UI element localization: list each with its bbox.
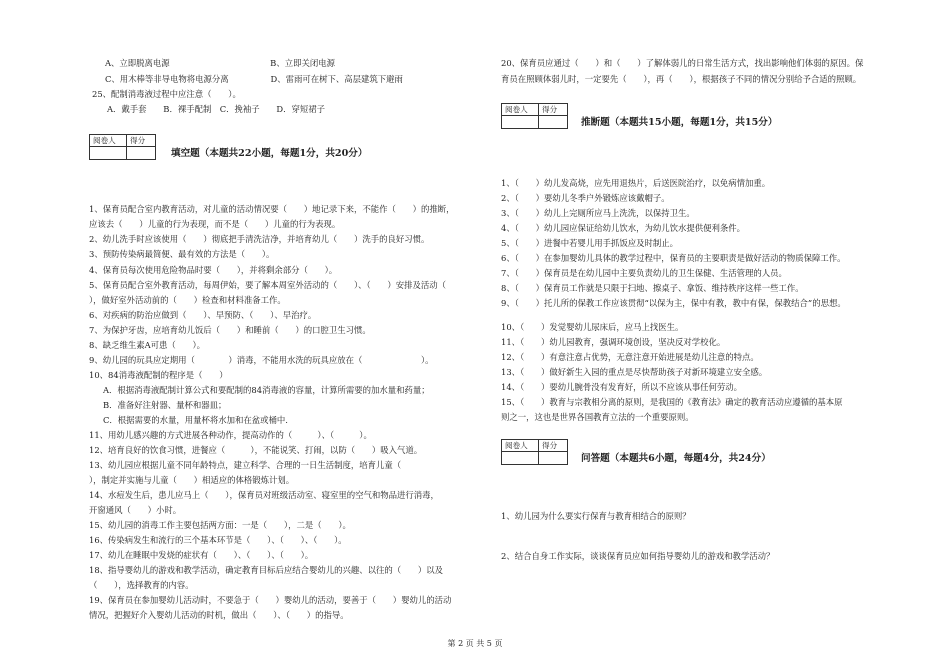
judge-line: 10、（ ）发觉婴幼儿尿床后，应马上找医生。: [501, 322, 684, 332]
judge-line: 7、（ ）保育员是在幼儿园中主要负责幼儿的卫生保健、生活管理的人员。: [501, 268, 787, 278]
judge-line: 6、（ ）在参加婴幼儿具体的教学过程中，保育员的主要职责是做好活动的物质保障工作。: [501, 253, 846, 263]
option-line: A、立即脱离电源 B、立即关闭电源: [105, 58, 335, 68]
fill-line: 1、保育员配合室内教育活动，对儿童的活动情况要（ ）地记录下来，不能作（ ）的推断，: [89, 204, 455, 214]
score-label: 得分: [539, 440, 568, 452]
question-line: 25、配制消毒液过程中应注意（ ）。: [92, 89, 241, 99]
fill-line: B．准备好注射器、量杯和器皿；: [103, 400, 227, 410]
judge-line: 2、（ ）要幼儿冬季户外锻炼应该戴帽子。: [501, 193, 670, 203]
judge-line: 5、（ ）进餐中若婴儿用手抓饭应及时制止。: [501, 238, 679, 248]
fill-line: 13、幼儿园应根据儿童不同年龄特点，建立科学、合理的一日生活制度，培育儿童（: [89, 460, 418, 470]
score-cell: [127, 147, 156, 160]
fill-line: 16、传染病发生和流行的三个基本环节是（ ）、（ ）、（ ）。: [89, 535, 347, 545]
score-box: [501, 103, 568, 129]
fill-line: 情况，把握好介入婴幼儿活动的时机，做出（ ）、（ ）的指导。: [89, 610, 349, 620]
judge-line: 1、（ ）幼儿发高烧，应先用退热片，后送医院治疗，以免病情加重。: [501, 178, 771, 188]
reviewer-cell: [502, 452, 539, 465]
judge-line: 8、（ ）保育员工作就是只限于扫地、擦桌子、拿饭、维持秩序这样一些工作。: [501, 283, 804, 293]
judge-line: 则之一，这也是世界各国教育立法的一个重要原则。: [501, 412, 694, 422]
judge-line: 9、（ ）托儿所的保教工作应该贯彻“以保为主，保中有教，教中有保，保教结合”的思想。: [501, 298, 846, 308]
section-title: 推断题（本题共15小题，每题1分，共15分）: [581, 117, 778, 128]
page-footer: 第 2 页 共 5 页: [447, 639, 503, 648]
fill-line: A．根据消毒液配制计算公式和要配制的84消毒液的容量，计算所需要的加水量和药量；: [103, 385, 430, 395]
score-label: 得分: [127, 135, 156, 147]
option-line: A．戴手套 B．裸手配制 C．挽袖子 D．穿短裙子: [107, 104, 325, 114]
fill-line: （ ），选择教育的内容。: [89, 580, 194, 590]
option-line: C、用木棒等非导电物将电源分离 D、雷雨可在树下、高层建筑下避雨: [105, 74, 403, 84]
judge-line: 15、（ ）教育与宗教相分离的原则，是我国的《教育法》确定的教育活动应遵循的基本原: [501, 397, 843, 407]
score-box: [89, 134, 156, 160]
reviewer-cell: [502, 116, 539, 129]
section-title: 问答题（本题共6小题，每题4分，共24分）: [581, 453, 771, 464]
judge-line: 14、（ ）要幼儿腕骨没有发育好，所以不应该从事任何劳动。: [501, 382, 742, 392]
fill-line: 20、保育员应通过（ ）和（ ）了解体弱儿的日常生活方式，找出影响他们体弱的原因。保: [501, 58, 864, 68]
fill-line: ），做好室外活动前的（ ）检查和材料准备工作。: [89, 295, 286, 305]
judge-line: 4、（ ）幼儿园应保证给幼儿饮水，为幼儿饮水提供便利条件。: [501, 223, 746, 233]
judge-line: 3、（ ）幼儿上完厕所应马上洗洗，以保持卫生。: [501, 208, 695, 218]
reviewer-cell: [90, 147, 127, 160]
fill-line: 4、保育员每次使用危险物品时要（ ），并将剩余部分（ ）。: [89, 265, 338, 275]
fill-line: 应该去（ ）儿童的行为表现，而不是（ ）儿童的行为表现。: [89, 219, 341, 229]
fill-line: 7、为保护牙齿，应培育幼儿饭后（ ）和睡前（ ）的口腔卫生习惯。: [89, 325, 371, 335]
fill-line: 育员在照顾体弱儿时，一定要先（ ），再（ ），根据孩子不同的情况分别给予合适的照顾。: [501, 74, 862, 84]
reviewer-label: 阅卷人: [502, 440, 539, 452]
fill-line: 6、对疾病的防治应做到（ ）、早预防、（ ）、早治疗。: [89, 310, 317, 320]
fill-line: 17、幼儿在睡眠中发烧的症状有（ ）、（ ）、（ ）。: [89, 550, 314, 560]
fill-line: 15、幼儿园的消毒工作主要包括两方面：一是（ ），二是（ ）。: [89, 520, 351, 530]
score-label: 得分: [539, 104, 568, 116]
fill-line: 3、预防传染病最简便、最有效的方法是（ ）。: [89, 249, 275, 259]
fill-line: 9、幼儿园的玩具应定期用（ ）消毒，不能用水洗的玩具应放在（ ）。: [89, 355, 434, 365]
fill-line: C．根据需要的水量，用量杯将水加和在盆或桶中.: [103, 415, 288, 425]
score-cell: [539, 116, 568, 129]
fill-line: ），制定并实施与儿童（ ）相适应的体格锻炼计划。: [89, 475, 295, 485]
fill-line: 10、84消毒液配制的程序是（ ）: [89, 370, 228, 380]
qa-line: 1、幼儿园为什么要实行保育与教育相结合的原则？: [501, 511, 691, 521]
score-box: [501, 439, 568, 465]
qa-line: 2、结合自身工作实际，谈谈保育员应如何指导婴幼儿的游戏和教学活动？: [501, 551, 775, 561]
reviewer-label: 阅卷人: [502, 104, 539, 116]
fill-line: 8、缺乏维生素A可患（ ）。: [89, 340, 206, 350]
judge-line: 11、（ ）幼儿园教育，强调环境创设，坚决反对学校化。: [501, 337, 726, 347]
reviewer-label: 阅卷人: [90, 135, 127, 147]
fill-line: 开窗通风（ ）小时。: [89, 505, 182, 515]
judge-line: 12、（ ）有意注意占优势，无意注意开始进展是幼儿注意的特点。: [501, 352, 759, 362]
fill-line: 18、指导婴幼儿的游戏和教学活动，确定教育目标后应结合婴幼儿的兴趣、以往的（ ）以及: [89, 565, 444, 575]
judge-line: 13、（ ）做好新生入园的重点是尽快帮助孩子对新环境建立安全感。: [501, 367, 768, 377]
fill-line: 5、保育员配合室外教育活动，每周伊始，要了解本周室外活动的（ ）、（ ）安排及活动（: [89, 280, 463, 290]
fill-line: 11、用幼儿感兴趣的方式进展各种动作，提高动作的（ ）、（ ）。: [89, 430, 372, 440]
fill-line: 12、培育良好的饮食习惯，进餐应（ ），不能说笑、打闹，以防（ ）吸入气道。: [89, 445, 423, 455]
fill-line: 2、幼儿洗手时应该使用（ ）彻底把手清洗洁净，并培育幼儿（ ）洗手的良好习惯。: [89, 234, 430, 244]
section-title: 填空题（本题共22小题，每题1分，共20分）: [171, 148, 368, 159]
fill-line: 19、保育员在参加婴幼儿活动时，不要急于（ ）婴幼儿的活动，要善于（ ）婴幼儿的活动: [89, 595, 452, 605]
fill-line: 14、水痘发生后，患儿应马上（ ），保育员对班级活动室、寝室里的空气和物品进行消毒，: [89, 490, 439, 500]
score-cell: [539, 452, 568, 465]
